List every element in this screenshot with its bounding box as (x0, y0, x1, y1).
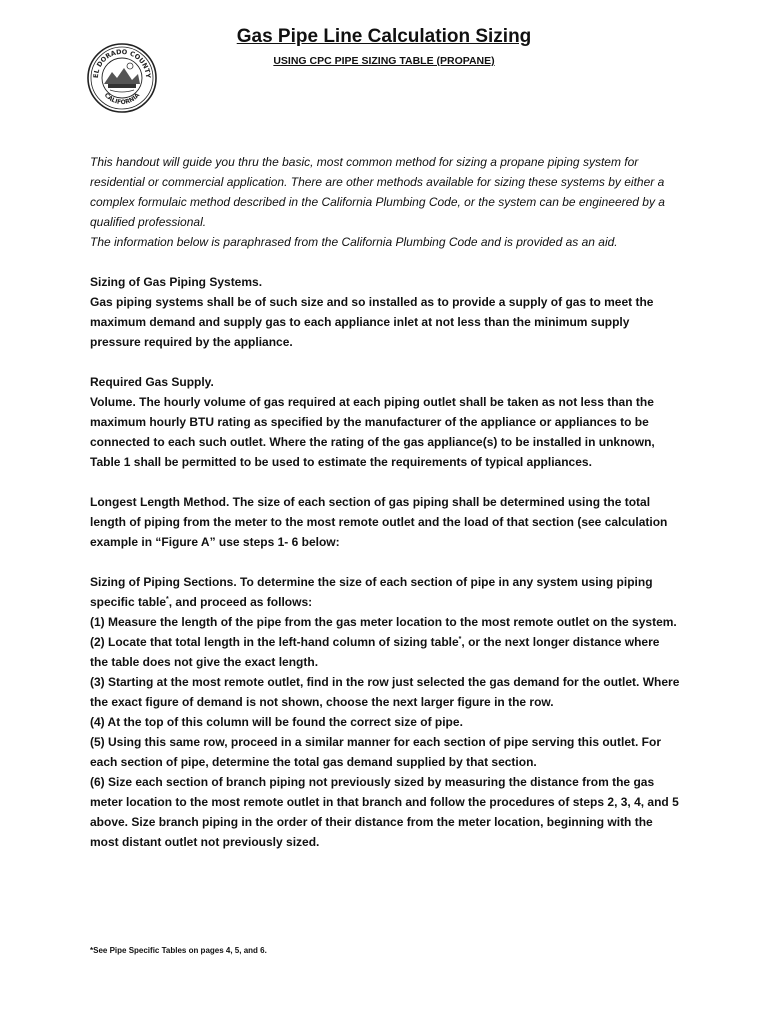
step-5: (5) Using this same row, proceed in a similar manner for each section of pipe serving this outlet. For each section of pipe, determine the total gas demand supplied by that section. (90, 735, 662, 769)
page-title: Gas Pipe Line Calculation Sizing (236, 26, 532, 47)
required-supply-section (90, 372, 680, 472)
svg-text:CALIFORNIA: CALIFORNIA (102, 91, 142, 107)
footnote-marker: * (166, 596, 169, 603)
step-2 (90, 632, 680, 672)
paragraph-text: , and proceed as follows: (168, 595, 313, 609)
section-paragraph (90, 392, 680, 472)
county-seal-logo (86, 42, 158, 114)
paragraph-lead: Sizing of Piping Sections. (90, 575, 237, 589)
intro-paragraph: This handout will guide you thru the basic, most common method for sizing a propane piping system for residential or commercial application. There are other methods available for sizing these systems by either a complex formulaic method described in the California Plumbing Code, or the system can be engineered by a qualified professional. (90, 155, 665, 229)
document-body (90, 152, 680, 852)
footnote-marker: * (458, 636, 462, 643)
paragraph-text: To determine the size of each section of pipe in any system using piping specific table (90, 575, 653, 609)
step-4: (4) At the top of this column will be found the correct size of pipe. (90, 715, 463, 729)
section-paragraph (90, 572, 680, 612)
paragraph-lead: Longest Length Method. (90, 495, 230, 509)
paragraph-lead: Volume. (90, 395, 136, 409)
step-3: (3) Starting at the most remote outlet, find in the row just selected the gas demand for the outlet. Where the exact figure of demand is not shown, choose the next larger figure in the row. (90, 675, 680, 709)
step-1: (1) Measure the length of the pipe from the gas meter location to the most remote outlet on the system. (90, 615, 677, 629)
section-text: Gas piping systems shall be of such size and so installed as to provide a supply of gas to meet the maximum demand and supply gas to each appliance inlet at not less than the minimum supply pressure required by the appliance. (90, 295, 654, 349)
paragraph-text: The size of each section of gas piping shall be determined using the total length of piping from the meter to the most remote outlet and the load of that section (see calculation example in “Figure A” use steps 1- 6 below: (90, 495, 668, 549)
footnote: *See Pipe Specific Tables on pages 4, 5, and 6. (90, 946, 267, 955)
longest-length-section (90, 492, 680, 552)
piping-sections-section (90, 572, 680, 852)
step-6: (6) Size each section of branch piping not previously sized by measuring the distance from the gas meter location to the most remote outlet in that branch and follow the procedures of steps 2, 3, 4, and 5 above. Size branch piping in the order of their distance from the meter location, beginning with the most distant outlet not previously sized. (90, 775, 679, 849)
paragraph-text: The hourly volume of gas required at each piping outlet shall be taken as not less than the maximum hourly BTU rating as specified by the manufacturer of the appliance or appliances to be connected to each such outlet. Where the rating of the gas appliance(s) to be installed in unknown, Table 1 shall be permitted to be used to estimate the requirements of typical appliances. (90, 395, 655, 469)
section-heading: Required Gas Supply. (90, 375, 214, 389)
section-paragraph (90, 492, 680, 552)
sizing-systems-section (90, 272, 680, 352)
section-heading: Sizing of Gas Piping Systems. (90, 275, 263, 289)
svg-text:EL DORADO COUNTY: EL DORADO COUNTY (91, 47, 153, 79)
intro-note: The information below is paraphrased from the California Plumbing Code and is provided as an aid. (90, 235, 618, 249)
step-text: (2) Locate that total length in the left-hand column of sizing table (90, 635, 459, 649)
page-subtitle: USING CPC PIPE SIZING TABLE (PROPANE) (273, 55, 495, 67)
step-text: , or the next longer distance where the table does not give the exact length. (90, 635, 660, 669)
